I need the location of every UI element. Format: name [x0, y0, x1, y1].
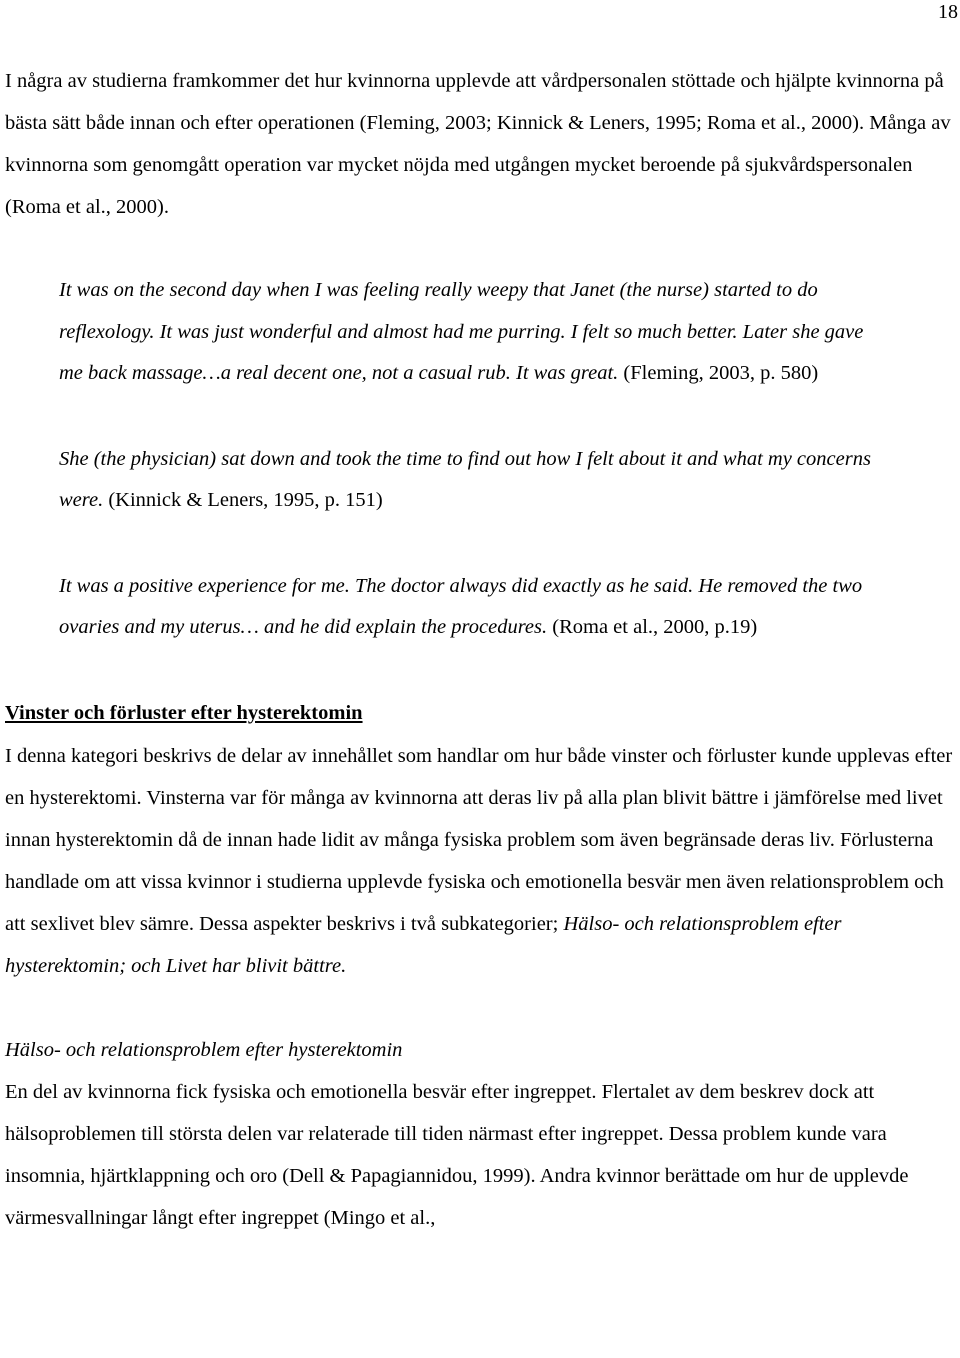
section-paragraph — [5, 735, 955, 987]
quote-text: She (the physician) sat down and took the time to find out how I felt about it and what my concerns were. — [59, 447, 871, 511]
block-quote-3 — [59, 566, 879, 649]
block-quote-2 — [59, 439, 879, 522]
subsection-heading: Hälso- och relationsproblem efter hysterektomin — [5, 1038, 403, 1061]
block-quote-1 — [59, 270, 879, 395]
quote-citation: (Fleming, 2003, p. 580) — [618, 362, 819, 384]
quote-text: It was on the second day when I was feeling really weepy that Janet (the nurse) started to do reflexology. It was just wonderful and almost had me purring. I felt so much better. Later she gave me back massage…a real decent one, not a casual rub. It was great. — [59, 279, 864, 384]
subsection-paragraph: En del av kvinnorna fick fysiska och emotionella besvär efter ingreppet. Flertalet av dem beskrev dock att hälsoproblemen till största delen var relaterade till tiden närmast efter ingreppet. Dessa problem kunde vara insomnia, hjärtklappning och oro (Dell & Papagiannidou, 1999). Andra kvinnor berättade om hur de upplevde värmesvallningar långt efter ingreppet (Mingo et al., — [5, 1080, 909, 1229]
section-paragraph-text: I denna kategori beskrivs de delar av innehållet som handlar om hur både vinster och förluster kunde upplevas efter en hysterektomi. Vinsterna var för många av kvinnorna att deras liv på alla plan blivit bättre i jämförelse med livet innan hysterektomin då de innan hade lidit av många fysiska problem som även begränsade deras liv. Förlusterna handlade om att vissa kvinnor i studierna upplevde fysiska och emotionella besvär men även relationsproblem och att sexlivet blev sämre. Dessa aspekter beskrivs i två subkategorier; — [5, 744, 953, 935]
intro-paragraph: I några av studierna framkommer det hur kvinnorna upplevde att vårdpersonalen stöttade och hjälpte kvinnorna på bästa sätt både innan och efter operationen (Fleming, 2003; Kinnick & Leners, 1995; Roma et al., 2000). Många av kvinnorna som genomgått operation var mycket nöjda med utgången mycket beroende på sjukvårdspersonalen (Roma et al., 2000). — [5, 70, 951, 218]
document-body — [5, 60, 955, 1239]
quote-citation: (Roma et al., 2000, p.19) — [547, 616, 758, 638]
subcategory-names: Hälso- och relationsproblem efter hysterektomin; och Livet har blivit bättre. — [5, 912, 842, 977]
page-number: 18 — [938, 1, 958, 23]
quote-text: It was a positive experience for me. The doctor always did exactly as he said. He removed the two ovaries and my uterus… and he did explain the procedures. — [59, 574, 863, 638]
section-heading: Vinster och förluster efter hysterektomin — [5, 701, 363, 724]
quote-citation: (Kinnick & Leners, 1995, p. 151) — [103, 489, 383, 511]
